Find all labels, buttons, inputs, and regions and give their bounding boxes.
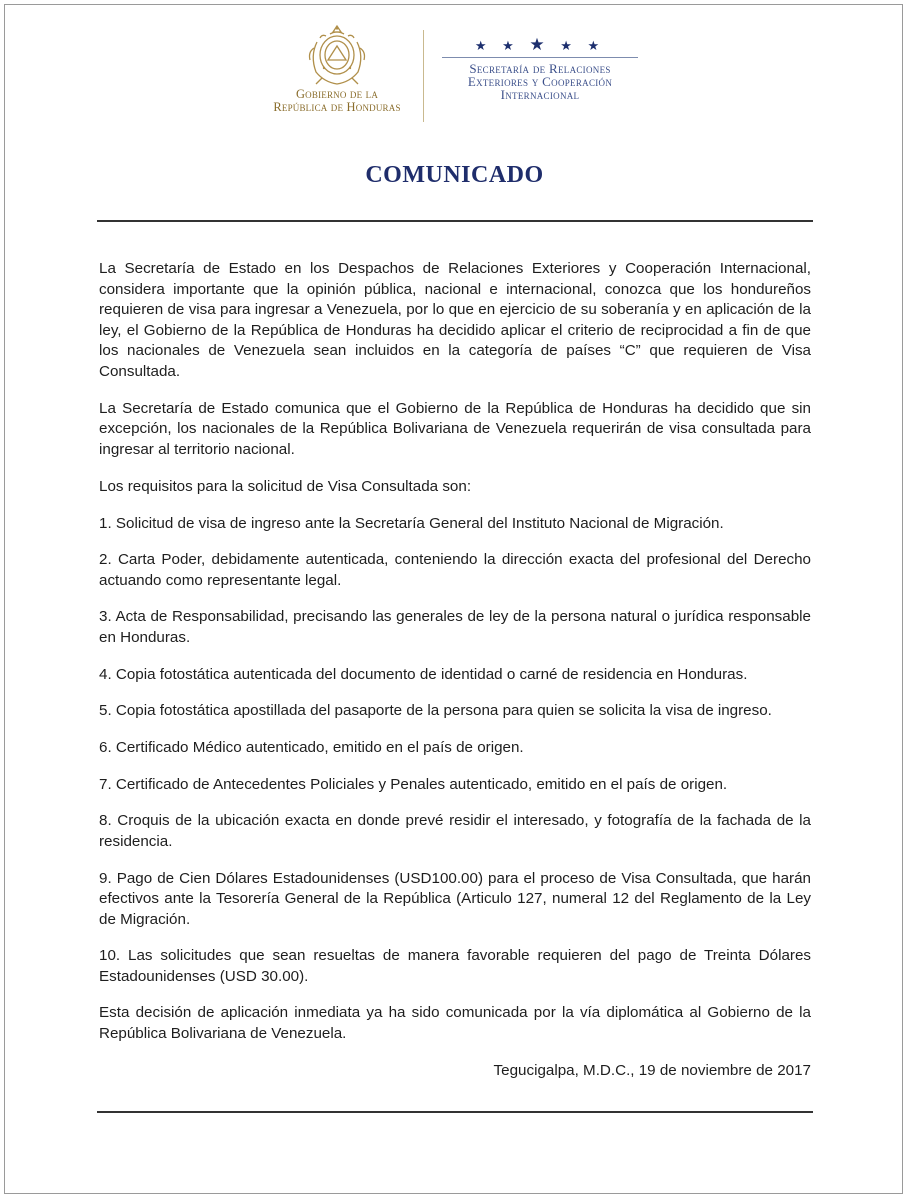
requirements-heading: Los requisitos para la solicitud de Visa Consultada son: [99,477,472,495]
requirement-item: 5. Copia fotostática apostillada del pasaporte de la persona para quien se solicita la visa de ingreso. [99,702,772,720]
requirement-item: 8. Croquis de la ubicación exacta en donde prevé residir el interesado, y fotografía de la fachada de la residencia. [99,812,811,850]
requirement-item: 2. Carta Poder, debidamente autenticada, conteniendo la dirección exacta del profesional del Derecho actuando como representante legal. [99,551,811,589]
requirement-item: 4. Copia fotostática autenticada del documento de identidad o carné de residencia en Honduras. [99,665,748,683]
coat-of-arms-icon [302,22,372,88]
second-paragraph: La Secretaría de Estado comunica que el Gobierno de la República de Honduras ha decidido que sin excepción, los nacionales de la República Bolivariana de Venezuela requerirán de visa consultada para ingresar al territorio nacional. [99,399,811,458]
intro-paragraph: La Secretaría de Estado en los Despachos de Relaciones Exteriores y Cooperación Internacional, considera importante que la opinión pública, nacional e internacional, conozca que los hondureños requieren de visa para ingresar a Venezuela, por lo que en ejercicio de su soberanía y en aplicación de la ley, el Gobierno de la República de Honduras ha decidido aplicar el criterio de reciprocidad a fin de que los nacionales de Venezuela sean incluidos en la categoría de países “C” que requieren de Visa Consultada. [99,260,811,380]
ministry-logo [440,35,640,102]
document-body [99,259,811,1098]
requirement-item: 10. Las solicitudes que sean resueltas de manera favorable requieren del pago de Treinta Dólares Estadounidenses (USD 30.00). [99,947,811,985]
government-name-line1: Gobierno de la [295,87,379,101]
title-rule [97,220,813,222]
requirement-item: 6. Certificado Médico autenticado, emitido en el país de origen. [99,738,524,756]
ministry-rule [442,57,638,58]
government-name-line2: República de Honduras [273,100,401,114]
ministry-name-line3: Internacional [500,87,580,102]
header-divider [423,30,424,122]
government-logo [262,22,412,114]
document-title: COMUNICADO [365,162,544,188]
letterhead [0,0,909,140]
stars-icon: ★ ★ ★ ★ ★ [474,35,606,54]
closing-paragraph: Esta decisión de aplicación inmediata ya ha sido comunicada por la vía diplomática al Gobierno de la República Bolivariana de Venezuela. [99,1004,811,1042]
requirement-item: 1. Solicitud de visa de ingreso ante la Secretaría General del Instituto Nacional de Migración. [99,514,724,532]
ministry-name-line2: Exteriores y Cooperación [467,74,613,89]
requirement-item: 7. Certificado de Antecedentes Policiales y Penales autenticado, emitido en el país de origen. [99,775,728,793]
footer-rule [97,1111,813,1113]
requirement-item: 9. Pago de Cien Dólares Estadounidenses (USD100.00) para el proceso de Visa Consultada, que harán efectivos ante la Tesorería General de la República (Articulo 127, numeral 12 del Reglamento de la Ley de Migración. [99,869,811,928]
ministry-name-line1: Secretaría de Relaciones [469,61,611,76]
requirement-item: 3. Acta de Responsabilidad, precisando las generales de ley de la persona natural o jurídica responsable en Honduras. [99,608,811,646]
place-date: Tegucigalpa, M.D.C., 19 de noviembre de 2017 [493,1061,811,1079]
